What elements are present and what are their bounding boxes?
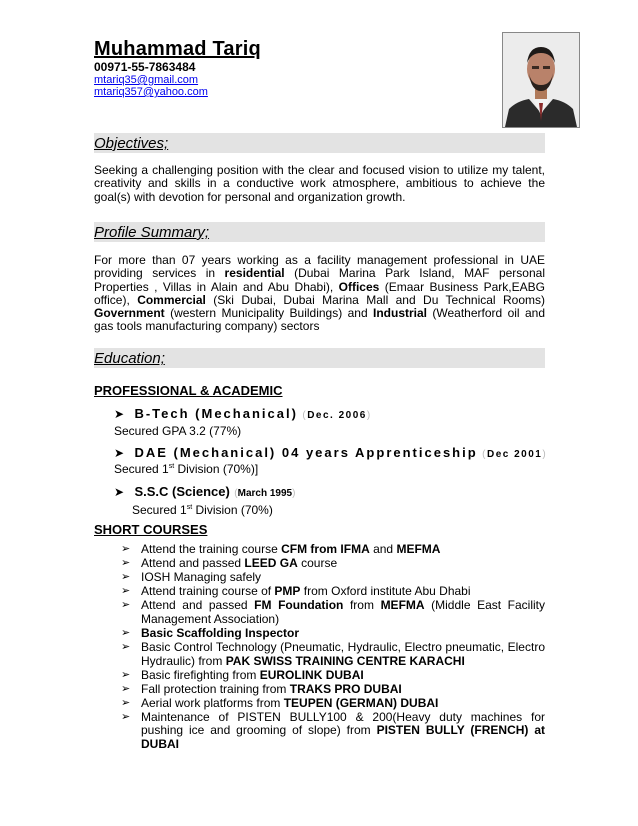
- degree-title: DAE (Mechanical) 04 years Apprenticeship: [134, 445, 478, 460]
- degree-note-sup: st: [186, 504, 193, 511]
- course-text-segment: Basic Scaffolding Inspector: [141, 625, 300, 640]
- degree-date: Dec 2001: [486, 449, 543, 460]
- course-item: [121, 599, 545, 626]
- degree-note-text: Secured GPA 3.2 (77%): [114, 424, 242, 438]
- degree-note-sup: st: [168, 463, 175, 470]
- degree-item: ➤ S.S.C (Science) (March 1995): [114, 484, 296, 499]
- course-item: [121, 697, 545, 711]
- arrow-bullet-icon: ➤: [114, 485, 125, 499]
- course-text-segment: PAK SWISS TRAINING CENTRE KARACHI: [225, 653, 465, 668]
- course-text-segment: Maintenance of PISTEN BULLY100 & 200(Heavy duty machines for pushing ice and grooming of slope) from: [141, 709, 545, 738]
- course-text-segment: PISTEN BULLY (FRENCH) at DUBAI: [141, 723, 546, 751]
- objectives-text: Seeking a challenging position with the clear and focused vision to utilize my talent, creativity and skills in a conductive work atmosphere, ambitious to achieve the goal(s) with devotion for personal and organization growth.: [94, 163, 545, 204]
- course-text-segment: CFM from IFMA: [281, 542, 370, 556]
- course-item: [121, 571, 545, 585]
- profile-text-segment: Industrial: [373, 306, 428, 321]
- profile-text-segment: (Weatherford oil and gas tools manufacturing company) sectors: [94, 306, 545, 334]
- degree-date: Dec. 2006: [307, 410, 367, 421]
- course-text-segment: LEED GA: [244, 556, 298, 571]
- course-item: [121, 543, 545, 557]
- profile-text-segment: Government: [94, 306, 165, 321]
- course-item: [121, 683, 545, 697]
- degree-note-text: Secured 1: [114, 462, 169, 476]
- course-item: [121, 557, 545, 571]
- profile-summary-text: [94, 254, 545, 334]
- course-text-segment: EUROLINK DUBAI: [259, 667, 364, 682]
- profile-text-segment: (western Municipality Buildings) and: [164, 306, 373, 321]
- objectives-heading: Objectives;: [94, 135, 169, 152]
- arrow-bullet-icon: ➢: [121, 696, 131, 709]
- degree-note: [114, 424, 241, 438]
- course-text-segment: from: [343, 598, 381, 613]
- arrow-bullet-icon: ➢: [121, 557, 131, 570]
- course-item: [121, 669, 545, 683]
- arrow-bullet-icon: ➢: [121, 641, 131, 654]
- short-courses-heading: SHORT COURSES: [94, 522, 208, 537]
- course-text-segment: Attend the training course: [141, 542, 282, 556]
- course-text-segment: Attend and passed: [141, 556, 245, 571]
- degree-note-text: Division (70%)]: [174, 462, 259, 476]
- profile-summary-heading: Profile Summary;: [94, 224, 210, 241]
- degree-item: ➤ DAE (Mechanical) 04 years Apprenticeship (Dec 2001): [114, 445, 548, 460]
- arrow-bullet-icon: ➢: [121, 599, 131, 612]
- course-text-segment: IOSH Managing safely: [141, 570, 262, 585]
- course-text-segment: Attend and passed: [141, 598, 255, 613]
- profile-text-segment: residential: [224, 266, 285, 281]
- arrow-bullet-icon: ➢: [121, 710, 131, 723]
- course-item: [121, 711, 545, 752]
- course-text-segment: Basic firefighting from: [141, 667, 260, 682]
- profile-text-segment: (Ski Dubai, Dubai Marina Mall and Du Technical Rooms): [205, 292, 545, 307]
- profile-text-segment: Offices: [338, 279, 380, 294]
- course-text-segment: (Middle East Facility Management Association): [141, 598, 545, 626]
- profile-text-segment: (Dubai Marina Park Island, MAF personal Properties , Villas in Alain and Abu Dhabi),: [94, 266, 545, 294]
- degree-title: B-Tech (Mechanical): [134, 406, 298, 421]
- arrow-bullet-icon: ➢: [121, 585, 131, 598]
- education-heading: Education;: [94, 350, 165, 367]
- course-text-segment: Aerial work platforms from: [141, 695, 284, 710]
- arrow-bullet-icon: ➢: [121, 571, 131, 584]
- short-courses-list: [121, 543, 545, 752]
- degree-note: [132, 503, 273, 517]
- arrow-bullet-icon: ➢: [121, 682, 131, 695]
- degree-note-text: Division (70%): [192, 503, 273, 517]
- course-text-segment: Basic Control Technology (Pneumatic, Hydraulic, Electro pneumatic, Electro Hydraulic) from: [141, 640, 545, 668]
- profile-photo: [502, 32, 580, 128]
- profile-text-segment: Commercial: [137, 292, 206, 307]
- candidate-name: Muhammad Tariq: [94, 38, 261, 60]
- arrow-bullet-icon: ➢: [121, 543, 131, 555]
- email-link-1[interactable]: mtariq35@gmail.com: [94, 74, 199, 86]
- course-text-segment: FM Foundation: [254, 598, 344, 613]
- course-text-segment: TRAKS PRO DUBAI: [289, 681, 402, 696]
- phone-number: 00971-55-7863484: [94, 60, 196, 74]
- degree-item: ➤ B-Tech (Mechanical) (Dec. 2006): [114, 406, 372, 421]
- degree-title: S.S.C (Science): [134, 484, 230, 499]
- course-text-segment: MEFMA: [380, 598, 425, 613]
- profile-text-segment: For more than 07 years working as a facility management professional in UAE providing services in: [94, 253, 545, 281]
- professional-academic-heading: PROFESSIONAL & ACADEMIC: [94, 383, 283, 398]
- arrow-bullet-icon: ➢: [121, 626, 131, 639]
- course-text-segment: PMP: [274, 584, 301, 599]
- course-item: [121, 641, 545, 668]
- email-link-2[interactable]: mtariq357@yahoo.com: [94, 86, 208, 98]
- profile-text-segment: (Emaar Business Park,EABG office),: [94, 279, 545, 307]
- course-text-segment: course: [297, 556, 338, 571]
- course-text-segment: Attend training course of: [141, 584, 275, 599]
- course-text-segment: TEUPEN (GERMAN) DUBAI: [283, 695, 439, 710]
- course-text-segment: from Oxford institute Abu Dhabi: [300, 584, 471, 599]
- course-item: [121, 627, 545, 641]
- course-text-segment: and: [369, 542, 397, 556]
- course-text-segment: MEFMA: [396, 542, 441, 556]
- arrow-bullet-icon: ➤: [114, 407, 125, 421]
- arrow-bullet-icon: ➢: [121, 668, 131, 681]
- arrow-bullet-icon: ➤: [114, 446, 125, 460]
- degree-note-text: Secured 1: [132, 503, 187, 517]
- course-item: [121, 585, 545, 599]
- degree-date: March 1995: [237, 488, 293, 499]
- degree-note: [114, 462, 258, 476]
- course-text-segment: Fall protection training from: [141, 681, 290, 696]
